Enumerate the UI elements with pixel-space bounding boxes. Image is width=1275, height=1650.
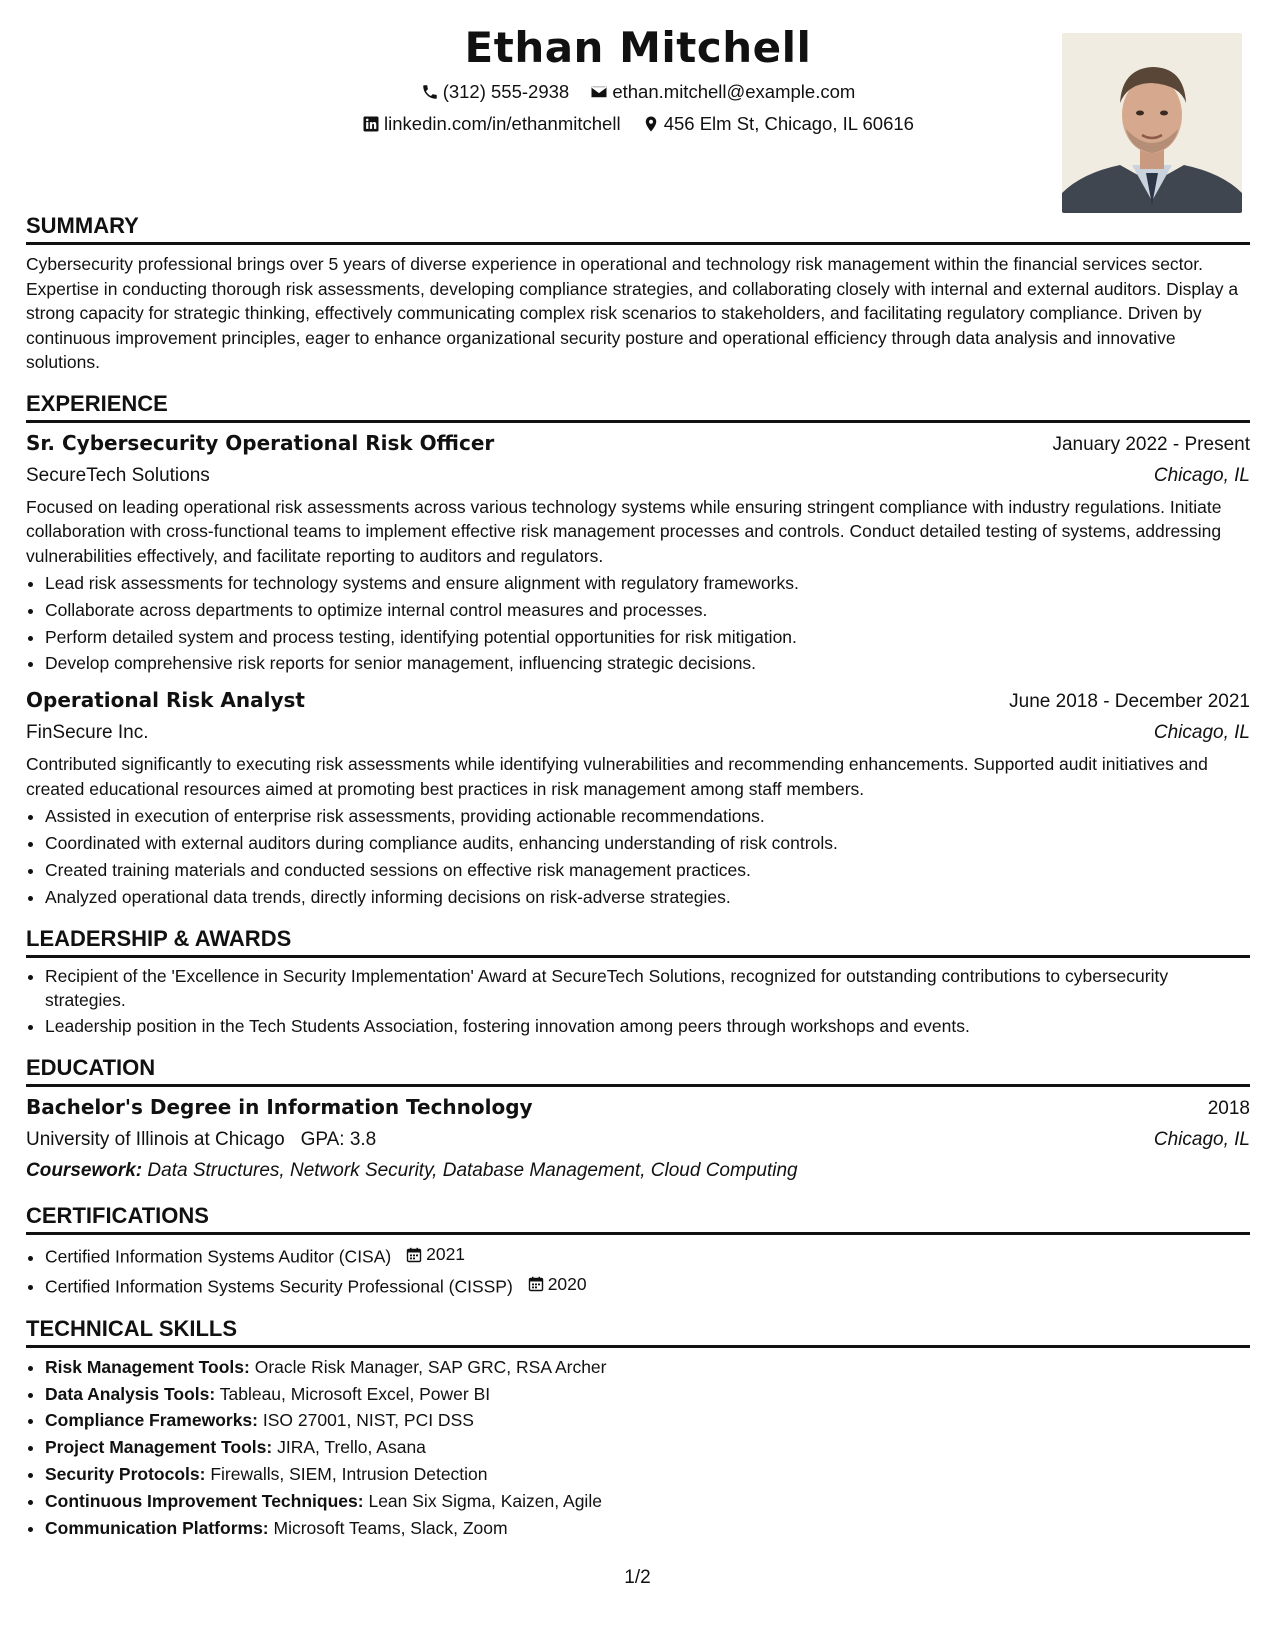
list-item [45, 1381, 1250, 1408]
experience-entry [26, 428, 1250, 678]
skill-label: Communication Platforms: [45, 1517, 269, 1538]
certifications-heading: CERTIFICATIONS [26, 1202, 1250, 1235]
gpa: GPA: 3.8 [300, 1129, 377, 1151]
page-number: 1/2 [624, 1567, 651, 1588]
job-dates: June 2018 - December 2021 [1009, 691, 1250, 713]
profile-photo [1062, 33, 1242, 213]
job-location: Chicago, IL [1153, 464, 1250, 486]
skill-label: Security Protocols: [45, 1463, 206, 1484]
skill-value: Microsoft Teams, Slack, Zoom [273, 1517, 508, 1538]
list-item [45, 1241, 1250, 1270]
job-header [26, 685, 1250, 717]
contact-address [642, 112, 914, 136]
experience-entry [26, 685, 1250, 910]
list-item: • Leadership position in the Tech Students Association, fostering innovation among peers through workshops and events. [45, 1014, 1250, 1038]
job-dates: January 2022 - Present [1052, 433, 1250, 455]
degree-year: 2018 [1207, 1098, 1250, 1120]
contact-linkedin[interactable] [362, 112, 621, 136]
experience-heading: EXPERIENCE [26, 390, 1250, 423]
leadership-section [26, 925, 1250, 1038]
school-name: University of Illinois at Chicago [26, 1129, 285, 1151]
list-item: • Assisted in execution of enterprise risk assessments, providing actionable recommendations. [45, 803, 1250, 830]
address-text: 456 Elm St, Chicago, IL 60616 [663, 113, 914, 134]
job-company-row [26, 717, 1250, 749]
list-item [45, 1354, 1250, 1381]
skill-value: Firewalls, SIEM, Intrusion Detection [210, 1463, 488, 1484]
school-location: Chicago, IL [1153, 1129, 1250, 1151]
cert-name: Certified Information Systems Security Professional (CISSP) [45, 1275, 513, 1296]
skills-section [26, 1315, 1250, 1542]
list-item [45, 1515, 1250, 1542]
coursework-label: Coursework: [26, 1160, 143, 1182]
coursework [26, 1156, 1250, 1186]
linkedin-icon [362, 115, 380, 133]
job-bullets [26, 570, 1250, 677]
summary-section [26, 212, 1250, 375]
list-item [45, 1434, 1250, 1461]
resume-content [26, 0, 1250, 1541]
list-item [45, 1488, 1250, 1515]
skill-value: JIRA, Trello, Asana [277, 1437, 426, 1458]
email-text[interactable]: ethan.mitchell@example.com [612, 81, 856, 102]
education-heading: EDUCATION [26, 1054, 1250, 1087]
cert-year-text: 2020 [547, 1273, 587, 1294]
job-company: FinSecure Inc. [26, 722, 149, 744]
list-item: • Lead risk assessments for technology systems and ensure alignment with regulatory frameworks. [45, 570, 1250, 597]
envelope-icon [590, 83, 608, 101]
list-item: • Develop comprehensive risk reports for senior management, influencing strategic decisions. [45, 650, 1250, 677]
list-item: • Perform detailed system and process testing, identifying potential opportunities for risk mitigation. [45, 624, 1250, 651]
education-section [26, 1054, 1250, 1186]
skill-label: Data Analysis Tools: [45, 1383, 216, 1404]
skill-value: Lean Six Sigma, Kaizen, Agile [368, 1490, 602, 1511]
skill-label: Compliance Frameworks: [45, 1410, 258, 1431]
skill-value: ISO 27001, NIST, PCI DSS [262, 1410, 474, 1431]
calendar-icon [406, 1247, 422, 1263]
map-pin-icon [642, 115, 660, 133]
contact-email[interactable] [590, 80, 855, 104]
skill-label: Project Management Tools: [45, 1437, 273, 1458]
cert-year [406, 1241, 465, 1268]
job-header [26, 428, 1250, 460]
degree-title: Bachelor's Degree in Information Technology [26, 1095, 533, 1120]
skill-value: Oracle Risk Manager, SAP GRC, RSA Archer [254, 1356, 607, 1377]
list-item: • Analyzed operational data trends, directly informing decisions on risk-adverse strategies. [45, 884, 1250, 911]
list-item [45, 1407, 1250, 1434]
cert-year [528, 1271, 587, 1298]
calendar-icon [528, 1276, 544, 1292]
cert-year-text: 2021 [426, 1244, 466, 1265]
job-title: Sr. Cybersecurity Operational Risk Officer [26, 430, 495, 455]
job-company: SecureTech Solutions [26, 464, 210, 486]
school-info [26, 1124, 376, 1156]
leadership-heading: LEADERSHIP & AWARDS [26, 925, 1250, 958]
job-location: Chicago, IL [1153, 722, 1250, 744]
skill-label: Continuous Improvement Techniques: [45, 1490, 364, 1511]
job-bullets [26, 803, 1250, 910]
degree-row [26, 1092, 1250, 1124]
job-title: Operational Risk Analyst [26, 688, 305, 713]
list-item [45, 1271, 1250, 1300]
education-entry [26, 1092, 1250, 1186]
skill-value: Tableau, Microsoft Excel, Power BI [219, 1383, 491, 1404]
coursework-list: Data Structures, Network Security, Database Management, Cloud Computing [147, 1160, 798, 1182]
list-item: • Recipient of the 'Excellence in Security Implementation' Award at SecureTech Solutions, recognized for outstanding contributions to cybersecurity strategies. [45, 964, 1250, 1012]
skills-list [26, 1354, 1250, 1542]
school-row [26, 1124, 1250, 1156]
job-description: Contributed significantly to executing risk assessments while identifying vulnerabilities and recommending enhancements. Supported audit initiatives and created educational resources aimed at promoting best practices in risk management among staff members. [26, 754, 1208, 799]
skills-heading: TECHNICAL SKILLS [26, 1315, 1250, 1348]
job-company-row [26, 460, 1250, 492]
summary-heading: SUMMARY [26, 212, 1250, 245]
resume-header [26, 0, 1250, 212]
certifications-section [26, 1202, 1250, 1299]
list-item: • Coordinated with external auditors during compliance audits, enhancing understanding of risk controls. [45, 830, 1250, 857]
certifications-list [26, 1241, 1250, 1299]
cert-name: Certified Information Systems Auditor (CISA) [45, 1246, 392, 1267]
contact-phone [421, 80, 570, 104]
linkedin-text[interactable]: linkedin.com/in/ethanmitchell [384, 113, 621, 134]
phone-icon [421, 83, 439, 101]
list-item [45, 1461, 1250, 1488]
summary-text: Cybersecurity professional brings over 5 years of diverse experience in operational and technology risk management within the financial services sector. Expertise in conducting thorough risk assessments, developing compliance strategies, and collaborating closely with internal and external auditors. Display a strong capacity for strategic thinking, effectively communicating complex risk scenarios to stakeholders, and facilitating regulatory compliance. Driven by continuous improvement principles, eager to enhance organizational security posture and operational efficiency through data analysis and innovative solutions. [26, 254, 1239, 372]
skill-label: Risk Management Tools: [45, 1356, 250, 1377]
list-item: • Collaborate across departments to optimize internal control measures and processes. [45, 597, 1250, 624]
leadership-list [26, 964, 1250, 1038]
candidate-name: Ethan Mitchell [464, 23, 812, 72]
phone-text: (312) 555-2938 [442, 81, 570, 102]
job-description: Focused on leading operational risk assessments across various technology systems while ensuring stringent compliance with industry regulations. Initiate collaboration with cross-functional teams to implement effective risk management processes and controls. Conduct detailed testing of systems, addressing vulnerabilities effectively, and facilitate reporting to auditors and regulators. [26, 496, 1222, 566]
list-item: • Created training materials and conducted sessions on effective risk management practices. [45, 857, 1250, 884]
experience-section [26, 390, 1250, 911]
